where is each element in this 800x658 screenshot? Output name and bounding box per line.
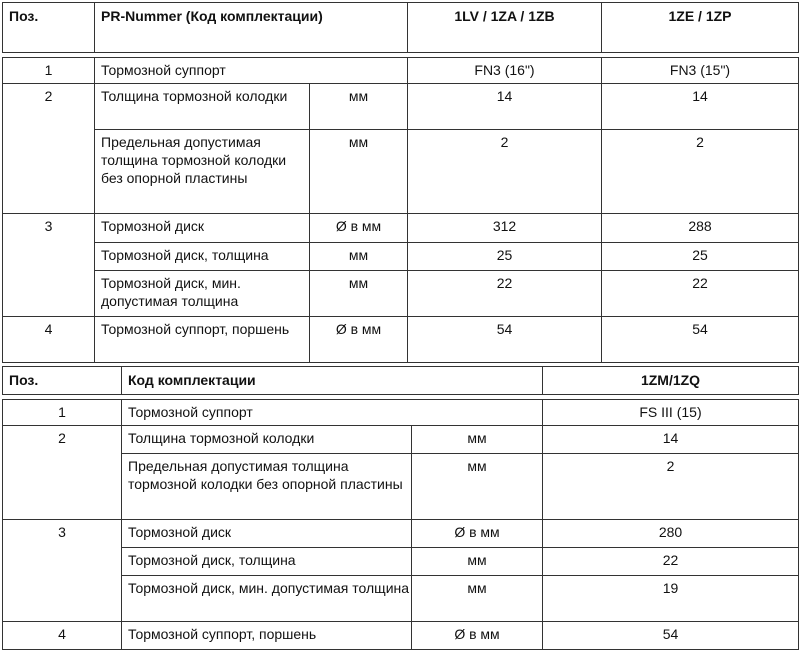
value-cell: FN3 (15")	[602, 58, 799, 84]
table-row	[3, 130, 799, 214]
value-cell: 54	[602, 317, 799, 363]
value-cell: 22	[408, 271, 602, 317]
table-row	[3, 84, 799, 130]
table-row	[3, 622, 799, 650]
table-row	[3, 317, 799, 363]
label-cell: Тормозной диск, толщина	[122, 548, 412, 576]
table-row	[3, 454, 799, 520]
pos-cell: 2	[3, 84, 95, 214]
label-cell: Предельная допустимая толщина тормозной колодки без опорной пластины	[95, 130, 310, 214]
label-cell: Тормозной диск	[95, 214, 310, 243]
table-row	[3, 214, 799, 243]
unit-cell: мм	[310, 130, 408, 214]
pos-cell: 3	[3, 214, 95, 317]
code-header: Код комплектации	[122, 367, 543, 395]
value-cell: 280	[543, 520, 799, 548]
unit-cell: мм	[310, 84, 408, 130]
table-row	[3, 548, 799, 576]
table-row	[3, 426, 799, 454]
pos-cell: 4	[3, 317, 95, 363]
value-cell: 312	[408, 214, 602, 243]
label-cell: Тормозной суппорт	[122, 400, 543, 426]
value-cell: 19	[543, 576, 799, 622]
unit-cell: мм	[412, 576, 543, 622]
table-header-row	[3, 3, 799, 53]
label-cell: Тормозной суппорт, поршень	[95, 317, 310, 363]
pos-header: Поз.	[3, 3, 95, 53]
value-cell: 22	[543, 548, 799, 576]
label-cell: Толщина тормозной колодки	[95, 84, 310, 130]
unit-cell: Ø в мм	[310, 317, 408, 363]
label-cell: Тормозной диск, толщина	[95, 243, 310, 271]
pos-cell: 3	[3, 520, 122, 622]
value-cell: 25	[408, 243, 602, 271]
unit-cell: Ø в мм	[412, 520, 543, 548]
unit-cell: мм	[310, 243, 408, 271]
pos-cell: 1	[3, 400, 122, 426]
value-cell: 54	[408, 317, 602, 363]
table-row	[3, 400, 799, 426]
code-header: PR-Nummer (Код комплектации)	[95, 3, 408, 53]
value-cell: 288	[602, 214, 799, 243]
label-cell: Тормозной суппорт	[95, 58, 408, 84]
table-row	[3, 576, 799, 622]
table-row	[3, 243, 799, 271]
value-cell: 22	[602, 271, 799, 317]
label-cell: Толщина тормозной колодки	[122, 426, 412, 454]
label-cell: Тормозной суппорт, поршень	[122, 622, 412, 650]
variant-2-header: 1ZE / 1ZP	[602, 3, 799, 53]
table-row	[3, 520, 799, 548]
brake-spec-table-2	[2, 366, 799, 650]
pos-header: Поз.	[3, 367, 122, 395]
value-cell: 25	[602, 243, 799, 271]
label-cell: Тормозной диск	[122, 520, 412, 548]
label-cell: Тормозной диск, мин. допустимая толщина	[122, 576, 412, 622]
variant-1-header: 1LV / 1ZA / 1ZB	[408, 3, 602, 53]
pos-cell: 1	[3, 58, 95, 84]
brake-spec-table-1	[2, 2, 799, 363]
value-cell: 2	[543, 454, 799, 520]
value-cell: 2	[602, 130, 799, 214]
value-cell: FS III (15)	[543, 400, 799, 426]
value-cell: 14	[543, 426, 799, 454]
unit-cell: Ø в мм	[310, 214, 408, 243]
table-row	[3, 58, 799, 84]
unit-cell: мм	[412, 548, 543, 576]
unit-cell: мм	[412, 454, 543, 520]
pos-cell: 4	[3, 622, 122, 650]
value-cell: 54	[543, 622, 799, 650]
unit-cell: Ø в мм	[412, 622, 543, 650]
value-cell: FN3 (16")	[408, 58, 602, 84]
unit-cell: мм	[412, 426, 543, 454]
pos-cell: 2	[3, 426, 122, 520]
label-cell: Предельная допустимая толщина тормозной колодки без опорной пластины	[122, 454, 412, 520]
variant-header: 1ZM/1ZQ	[543, 367, 799, 395]
value-cell: 14	[602, 84, 799, 130]
table-header-row	[3, 367, 799, 395]
unit-cell: мм	[310, 271, 408, 317]
value-cell: 2	[408, 130, 602, 214]
value-cell: 14	[408, 84, 602, 130]
label-cell: Тормозной диск, мин. допустимая толщина	[95, 271, 310, 317]
table-row	[3, 271, 799, 317]
